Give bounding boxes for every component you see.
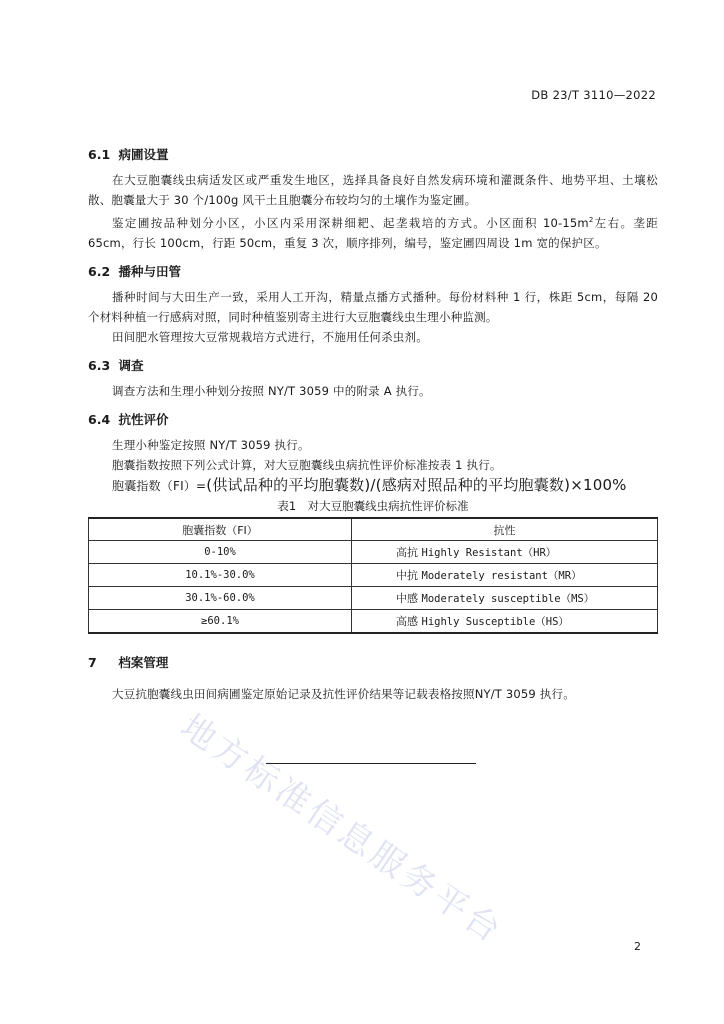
superscript: 2: [588, 216, 594, 224]
section-heading-6-2: [88, 263, 658, 281]
resistance-cn: 高抗: [396, 546, 418, 560]
table-cell-fi: 10.1%-30.0%: [89, 564, 352, 587]
table-cell-fi: ≥60.1%: [89, 610, 352, 633]
section-number: 6.1: [88, 147, 111, 162]
table-cell-resistance: [352, 610, 658, 633]
end-of-document-rule: [266, 763, 476, 764]
section-title: 调查: [118, 357, 144, 373]
section-heading-6-3: [88, 357, 658, 375]
table-row: [89, 587, 658, 610]
watermark-text: 地方标准信息服务平台: [173, 706, 511, 953]
formula-multiplier: ×100%: [570, 475, 627, 494]
formula-lhs: 胞囊指数（FI）=: [112, 478, 207, 493]
table-row: [89, 610, 658, 633]
table-caption: 表1 对大豆胞囊线虫病抗性评价标准: [277, 498, 469, 513]
table-header-row: [89, 518, 658, 541]
section-number: 6.3: [88, 357, 111, 373]
paragraph: 田间肥水管理按大豆常规栽培方式进行，不施用任何杀虫剂。: [112, 329, 428, 344]
resistance-table: [88, 517, 658, 634]
document-code: DB 23/T 3110—2022: [531, 88, 656, 102]
paragraph: 生理小种鉴定按照 NY/T 3059 执行。: [112, 437, 310, 452]
resistance-cn: 高感: [396, 615, 418, 629]
section-title: 播种与田管: [118, 263, 182, 279]
section-number: 6.4: [88, 411, 111, 427]
section-title: 抗性评价: [118, 411, 169, 427]
resistance-cn: 中抗: [396, 569, 418, 583]
table-cell-resistance: [352, 541, 658, 564]
formula-numerator: (供试品种的平均胞囊数): [206, 475, 371, 494]
resistance-en: Moderately susceptible（MS）: [421, 593, 595, 606]
resistance-en: Moderately resistant（MR）: [421, 570, 582, 583]
table-row: [89, 541, 658, 564]
resistance-en: Highly Susceptible（HS）: [421, 616, 569, 629]
paragraph: 大豆抗胞囊线虫田间病圃鉴定原始记录及抗性评价结果等记载表格按照NY/T 3059 执行。: [112, 686, 575, 701]
section-title: 档案管理: [118, 654, 169, 670]
paragraph: 在大豆胞囊线虫病适发区或严重发生地区，选择具备良好自然发病环境和灌溉条件、地势平坦、土壤松散、胞囊量大于 30 个/100g 风干土且胞囊分布较均匀的土壤作为鉴定圃。: [88, 173, 658, 207]
section-heading-6-1: [88, 146, 658, 164]
section-number: 7: [88, 654, 97, 670]
section-number: 6.2: [88, 263, 111, 279]
resistance-cn: 中感: [396, 592, 418, 606]
paragraph: 播种时间与大田生产一致，采用人工开沟，精量点播方式播种。每份材料种 1 行，株距 5cm，每隔 20 个材料种植一行感病对照，同时种植鉴别寄主进行大豆胞囊线虫生理小种监测。: [88, 289, 658, 324]
page-number: 2: [634, 940, 641, 953]
formula-divider: /: [370, 475, 376, 494]
table-cell-resistance: [352, 564, 658, 587]
paragraph-text: 鉴定圃按品种划分小区，小区内采用深耕细耙、起垄栽培的方式。小区面积 10-15m: [112, 215, 589, 230]
paragraph: 调查方法和生理小种划分按照 NY/T 3059 中的附录 A 执行。: [112, 383, 431, 398]
table-row: [89, 564, 658, 587]
paragraph: 胞囊指数按照下列公式计算，对大豆胞囊线虫病抗性评价标准按表 1 执行。: [112, 457, 502, 472]
section-heading-7: [88, 654, 658, 672]
paragraph: [88, 210, 658, 253]
table-header-fi: 胞囊指数（FI）: [89, 518, 352, 541]
section-title: 病圃设置: [118, 147, 169, 162]
table-header-resistance: 抗性: [352, 518, 658, 541]
resistance-en: Highly Resistant（HR）: [421, 547, 557, 560]
formula-denominator: (感病对照品种的平均胞囊数): [375, 475, 571, 494]
table-cell-resistance: [352, 587, 658, 610]
table-cell-fi: 0-10%: [89, 541, 352, 564]
section-heading-6-4: [88, 411, 658, 429]
formula: [88, 475, 658, 496]
table-cell-fi: 30.1%-60.0%: [89, 587, 352, 610]
paragraph-text: 左右。垄距 65cm，行长 100cm，行距 50cm，重复 3 次，顺序排列，编号，鉴定圃四周设 1m 宽的保护区。: [88, 215, 659, 250]
document-body: [88, 146, 658, 704]
